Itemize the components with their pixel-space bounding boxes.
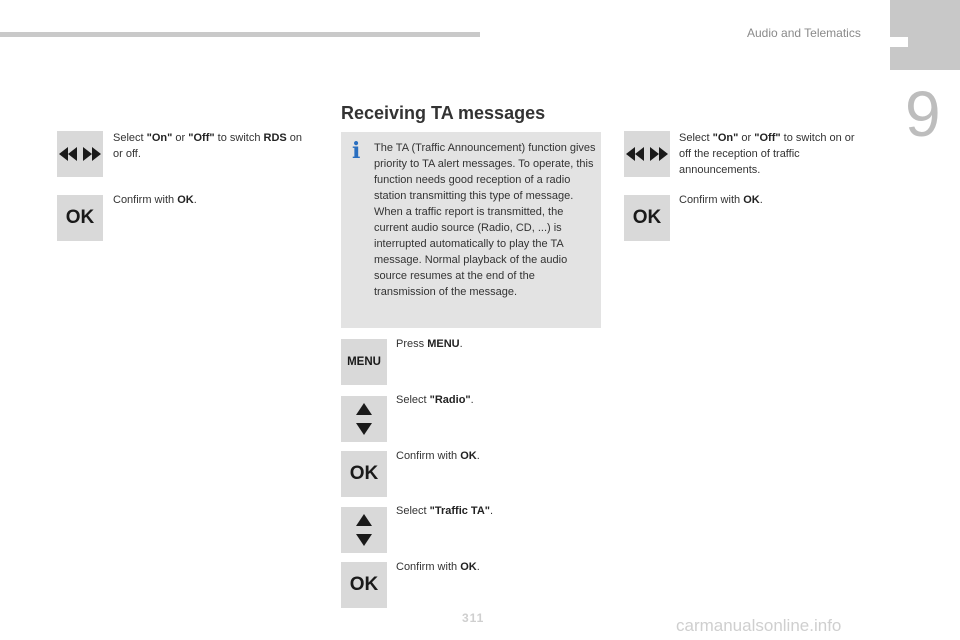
left-step-select-rds: Select "On" or "Off" to switch RDS on or off. xyxy=(113,132,303,160)
seek-back-forward-icon xyxy=(59,146,101,162)
up-down-arrows-key xyxy=(341,507,387,553)
chapter-tab-notch xyxy=(890,37,908,47)
seek-buttons-key xyxy=(624,131,670,177)
section-title: Audio and Telematics xyxy=(747,26,861,40)
info-text: The TA (Traffic Announcement) function gives priority to TA alert messages. To operate, this function needs good reception of a radio station transmitting this type of message. When a traffic report is transmitted, the current audio source (Radio, CD, ...) is interrupted automatically to play the TA message. Normal playback of the audio source resumes at the end of the transmission of the message. xyxy=(374,142,596,298)
info-icon: i xyxy=(352,138,361,164)
right-step-confirm: Confirm with OK. xyxy=(679,194,763,206)
ok-key-label: OK xyxy=(65,207,95,228)
ok-key xyxy=(57,195,103,241)
page-heading: Receiving TA messages xyxy=(341,103,546,123)
chapter-number: 9 xyxy=(905,78,941,150)
ok-key xyxy=(624,195,670,241)
up-down-arrows-icon xyxy=(355,513,373,547)
page-number: 311 xyxy=(462,611,485,625)
left-step-confirm: Confirm with OK. xyxy=(113,194,197,206)
chapter-tab xyxy=(890,0,960,70)
middle-step-press-menu: Press MENU. xyxy=(396,338,463,350)
seek-back-forward-icon xyxy=(626,146,668,162)
seek-buttons-key xyxy=(57,131,103,177)
middle-step-select-traffic-ta: Select "Traffic TA". xyxy=(396,505,494,517)
right-step-select-traffic: Select "On" or "Off" to switch on or off the reception of traffic announcements. xyxy=(679,132,855,176)
menu-key-label: MENU xyxy=(347,356,381,368)
ok-key-label: OK xyxy=(349,574,379,595)
ok-key-label: OK xyxy=(349,463,379,484)
up-down-arrows-key xyxy=(341,396,387,442)
middle-step-confirm: Confirm with OK. xyxy=(396,450,480,462)
ok-key xyxy=(341,451,387,497)
up-down-arrows-icon xyxy=(355,402,373,436)
menu-key xyxy=(341,339,387,385)
ok-key xyxy=(341,562,387,608)
watermark: carmanualsonline.info xyxy=(676,616,842,635)
ok-key-label: OK xyxy=(632,207,662,228)
middle-step-select-radio: Select "Radio". xyxy=(396,394,474,406)
info-panel xyxy=(341,132,601,328)
header-rule xyxy=(0,32,480,37)
middle-step-confirm-final: Confirm with OK. xyxy=(396,561,480,573)
